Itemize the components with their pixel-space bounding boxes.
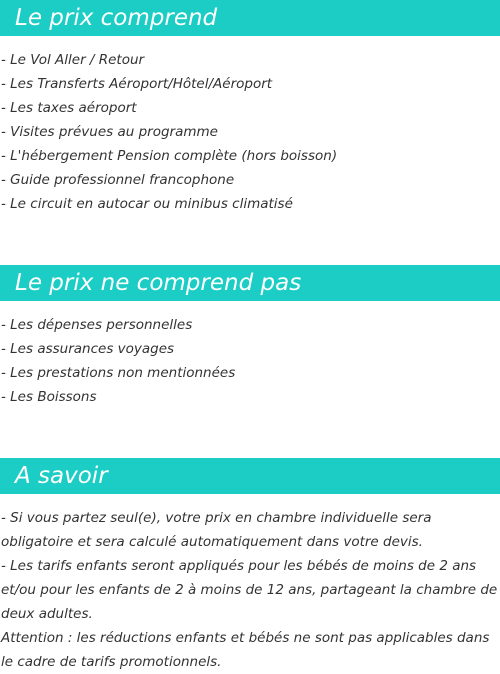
list-item: - Les assurances voyages	[1, 341, 175, 357]
included-list	[0, 48, 500, 216]
list-item: - Les prestations non mentionnées	[1, 365, 236, 381]
section-title-prix-ne-comprend-pas: Le prix ne comprend pas	[0, 265, 500, 301]
info-paragraph: - Si vous partez seul(e), votre prix en chambre individuelle sera obligatoire et sera calculé automatiquement dans votre devis.	[1, 510, 432, 550]
info-paragraph: Attention : les réductions enfants et bébés ne sont pas applicables dans le cadre de tarifs promotionnels.	[1, 630, 490, 670]
list-item: - Le circuit en autocar ou minibus climatisé	[1, 196, 293, 212]
list-item: - Les Transferts Aéroport/Hôtel/Aéroport	[1, 76, 273, 92]
list-item: - Visites prévues au programme	[1, 124, 218, 140]
list-item: - Le Vol Aller / Retour	[1, 52, 145, 68]
excluded-list	[0, 313, 500, 409]
section-title-a-savoir: A savoir	[0, 458, 500, 494]
list-item: - Les dépenses personnelles	[1, 317, 193, 333]
section-title-prix-comprend: Le prix comprend	[0, 0, 500, 36]
info-paragraph: - Les tarifs enfants seront appliqués pour les bébés de moins de 2 ans et/ou pour les enfants de 2 à moins de 12 ans, partageant la chambre de deux adultes.	[1, 558, 498, 622]
list-item: - Guide professionnel francophone	[1, 172, 235, 188]
list-item: - Les Boissons	[1, 389, 97, 405]
list-item: - Les taxes aéroport	[1, 100, 137, 116]
list-item: - L'hébergement Pension complète (hors boisson)	[1, 148, 338, 164]
